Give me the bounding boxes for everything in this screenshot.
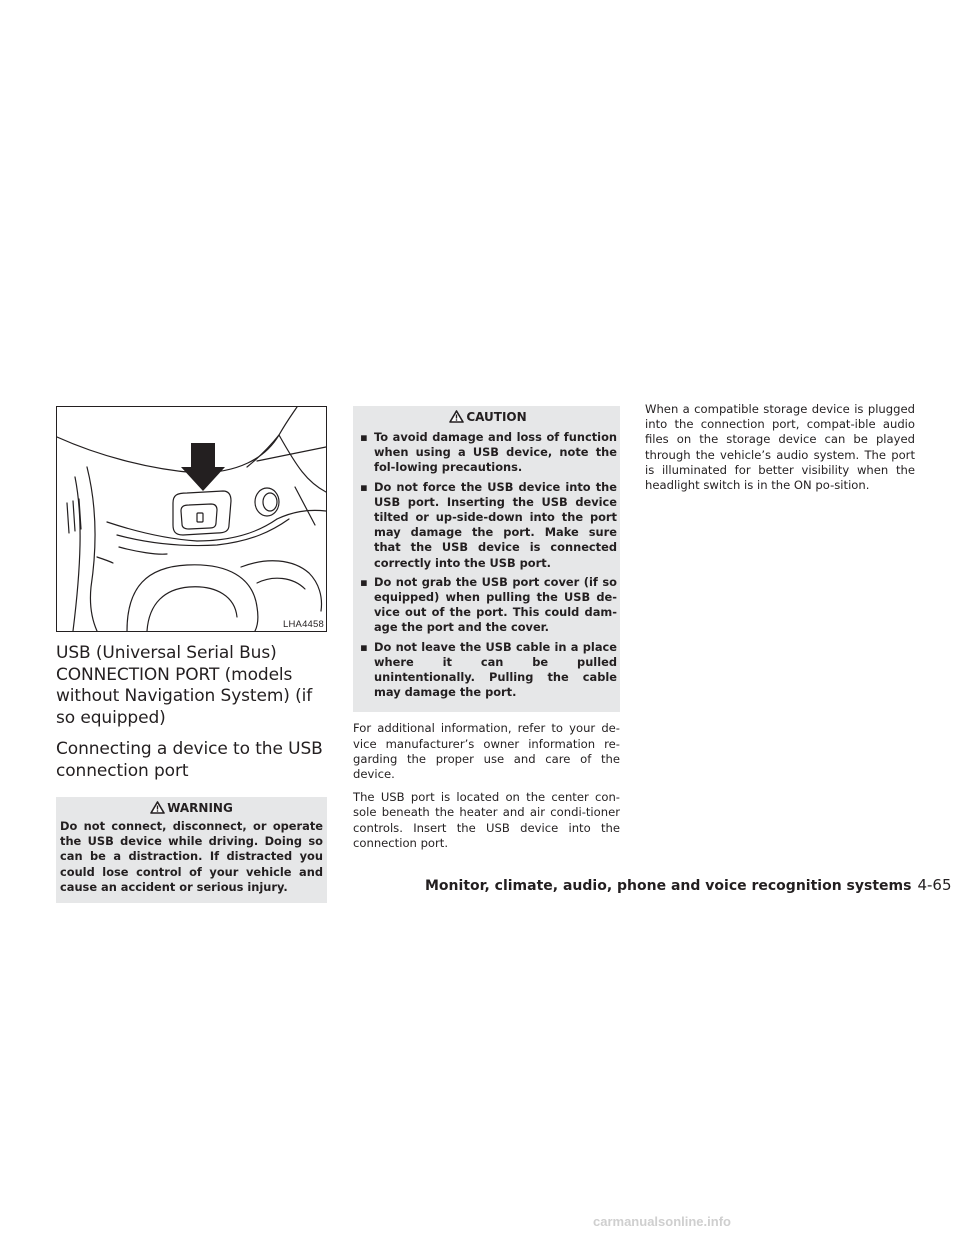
caution-icon: [449, 410, 464, 423]
footer-title: Monitor, climate, audio, phone and voice recognition systems: [425, 878, 912, 894]
body-paragraph: When a compatible storage device is plugged into the connection port, compat-ible audio files on the storage device can be played through the vehicle’s audio system. The port is illuminated for better visibility when the headlight switch is in the ON po-sition.: [645, 402, 915, 493]
warning-box: [56, 797, 327, 903]
watermark: carmanualsonline.info: [593, 1214, 731, 1229]
caution-box: [353, 406, 620, 712]
body-paragraph: For additional information, refer to your de-vice manufacturer’s owner information re-garding the proper use and care of the device.: [353, 721, 620, 782]
caution-item: ▪ To avoid damage and loss of function when using a USB device, note the fol-lowing precautions.: [360, 430, 617, 475]
usb-port-drawing: [57, 407, 326, 631]
caution-item: ▪ Do not force the USB device into the USB port. Inserting the USB device tilted or up-side-down into the port may damage the port. Make sure that the USB device is connected correctly into the USB port.: [360, 479, 617, 570]
caution-heading: CAUTION: [466, 410, 527, 424]
warning-heading: WARNING: [167, 801, 233, 815]
pointer-arrow: [181, 443, 225, 491]
figure-label: LHA4458: [282, 619, 324, 630]
warning-text: Do not connect, disconnect, or operate the USB device while driving. Doing so can be a distraction. If distracted you could lose control of your vehicle and cause an accident or serious injury.: [60, 819, 323, 894]
body-paragraph: The USB port is located on the center con-sole beneath the heater and air condi-tioner controls. Insert the USB device into the connection port.: [353, 790, 620, 850]
caution-header: [359, 406, 617, 428]
right-column: [645, 402, 915, 501]
page-number: 4-65: [917, 876, 952, 894]
usb-port-illustration: [56, 406, 327, 632]
caution-list: [359, 430, 617, 700]
caution-item: ▪ Do not leave the USB cable in a place where it can be pulled unintentionally. Pulling the cable may damage the port.: [360, 639, 617, 700]
warning-icon: [150, 801, 165, 814]
section-subtitle: Connecting a device to the USB connection port: [56, 739, 323, 781]
section-title: USB (Universal Serial Bus) CONNECTION PORT (models without Navigation System) (if so equipped): [56, 643, 313, 728]
page-footer: [425, 876, 952, 894]
caution-item: ▪ Do not grab the USB port cover (if so equipped) when pulling the USB de-vice out of the port. This could dam-age the port and the cover.: [360, 574, 617, 635]
left-column: [56, 406, 327, 903]
warning-header: [60, 797, 323, 819]
middle-column: [353, 406, 620, 859]
